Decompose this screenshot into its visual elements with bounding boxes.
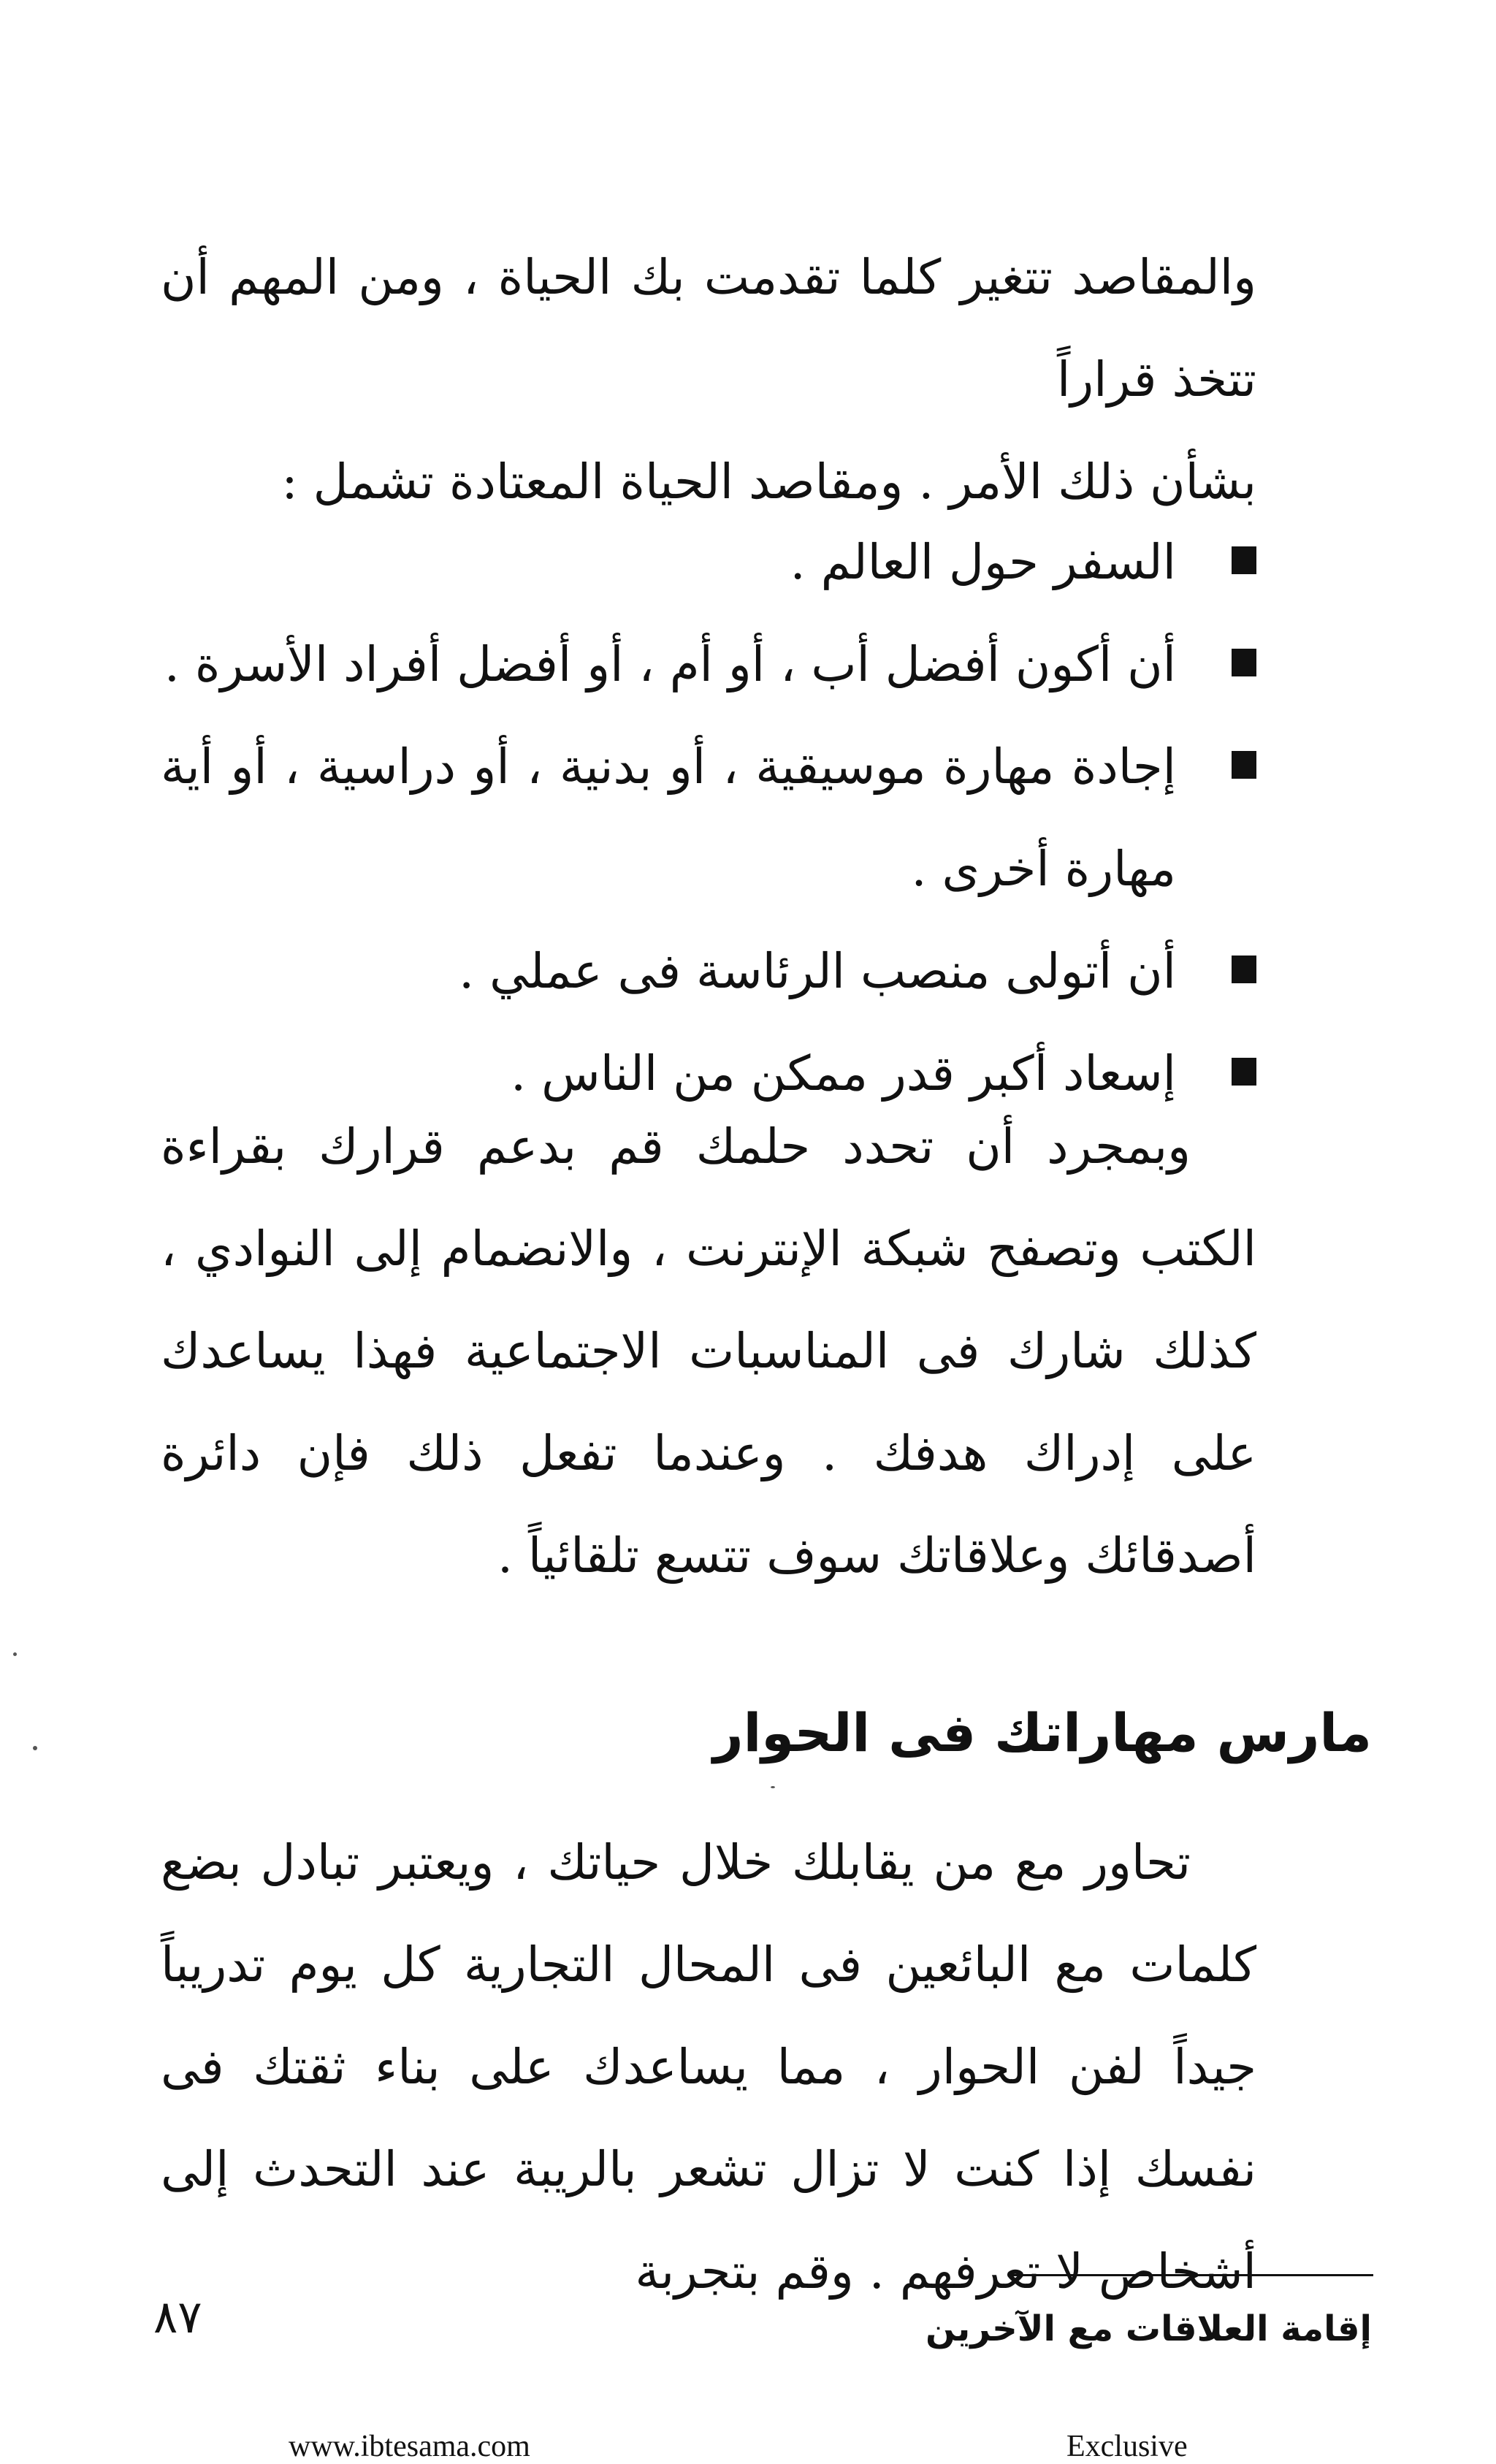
scan-speck bbox=[13, 1652, 17, 1656]
running-title: إقامة العلاقات مع الآخرين bbox=[926, 2308, 1372, 2349]
list-item bbox=[161, 614, 1256, 716]
list-item-text: السفر حول العالم . bbox=[790, 534, 1176, 590]
body-paragraph-2 bbox=[161, 1096, 1256, 1607]
list-item-text: أن أكون أفضل أب ، أو أم ، أو أفضل أفراد الأسرة . bbox=[164, 636, 1176, 693]
square-bullet-icon bbox=[1232, 1058, 1256, 1086]
square-bullet-icon bbox=[1232, 649, 1256, 676]
square-bullet-icon bbox=[1232, 546, 1256, 574]
intro-line-2: بشأن ذلك الأمر . ومقاصد الحياة المعتادة تشمل : bbox=[281, 454, 1256, 510]
paragraph-text: تحاور مع من يقابلك خلال حياتك ، ويعتبر تبادل بضع كلمات مع البائعين فى المحال التجارية كل يوم تدريباً جيداً لفن الحوار ، مما يساعدك على بناء ثقتك فى نفسك إذا كنت لا تزال تشعر بالريبة عند التحدث إلى أشخاص لا تعرفهم . وقم بتجربة bbox=[161, 1834, 1256, 2300]
source-tag: Exclusive bbox=[1066, 2430, 1188, 2463]
list-item bbox=[161, 920, 1256, 1023]
list-item-text: إسعاد أكبر قدر ممكن من الناس . bbox=[511, 1045, 1176, 1102]
paragraph-text: وبمجرد أن تحدد حلمك قم بدعم قرارك بقراءة الكتب وتصفح شبكة الإنترنت ، والانضمام إلى النوادي ، كذلك شارك فى المناسبات الاجتماعية فهذا يساعدك على إدراك هدفك . وعندما تفعل ذلك فإن دائرة أصدقائك وعلاقاتك سوف تتسع تلقائياً . bbox=[161, 1118, 1256, 1584]
list-item-text: إجادة مهارة موسيقية ، أو بدنية ، أو دراسية ، أو أية مهارة أخرى . bbox=[161, 739, 1176, 897]
scan-speck bbox=[771, 1786, 775, 1788]
list-item-text: أن أتولى منصب الرئاسة فى عملي . bbox=[459, 943, 1176, 999]
source-website: www.ibtesama.com bbox=[289, 2430, 530, 2463]
page-number: ٨٧ bbox=[153, 2290, 202, 2343]
body-paragraph-3 bbox=[161, 1812, 1256, 2323]
list-item bbox=[161, 716, 1256, 920]
section-heading: مارس مهاراتك فى الحوار bbox=[713, 1702, 1372, 1763]
square-bullet-icon bbox=[1232, 956, 1256, 983]
life-goals-list bbox=[161, 511, 1256, 1125]
scan-speck bbox=[33, 1746, 37, 1750]
footer-divider bbox=[1012, 2274, 1373, 2276]
list-item bbox=[161, 511, 1256, 614]
square-bullet-icon bbox=[1232, 751, 1256, 779]
intro-paragraph bbox=[161, 226, 1256, 533]
intro-line-1: والمقاصد تتغير كلما تقدمت بك الحياة ، ومن المهم أن تتخذ قراراً bbox=[161, 249, 1256, 408]
